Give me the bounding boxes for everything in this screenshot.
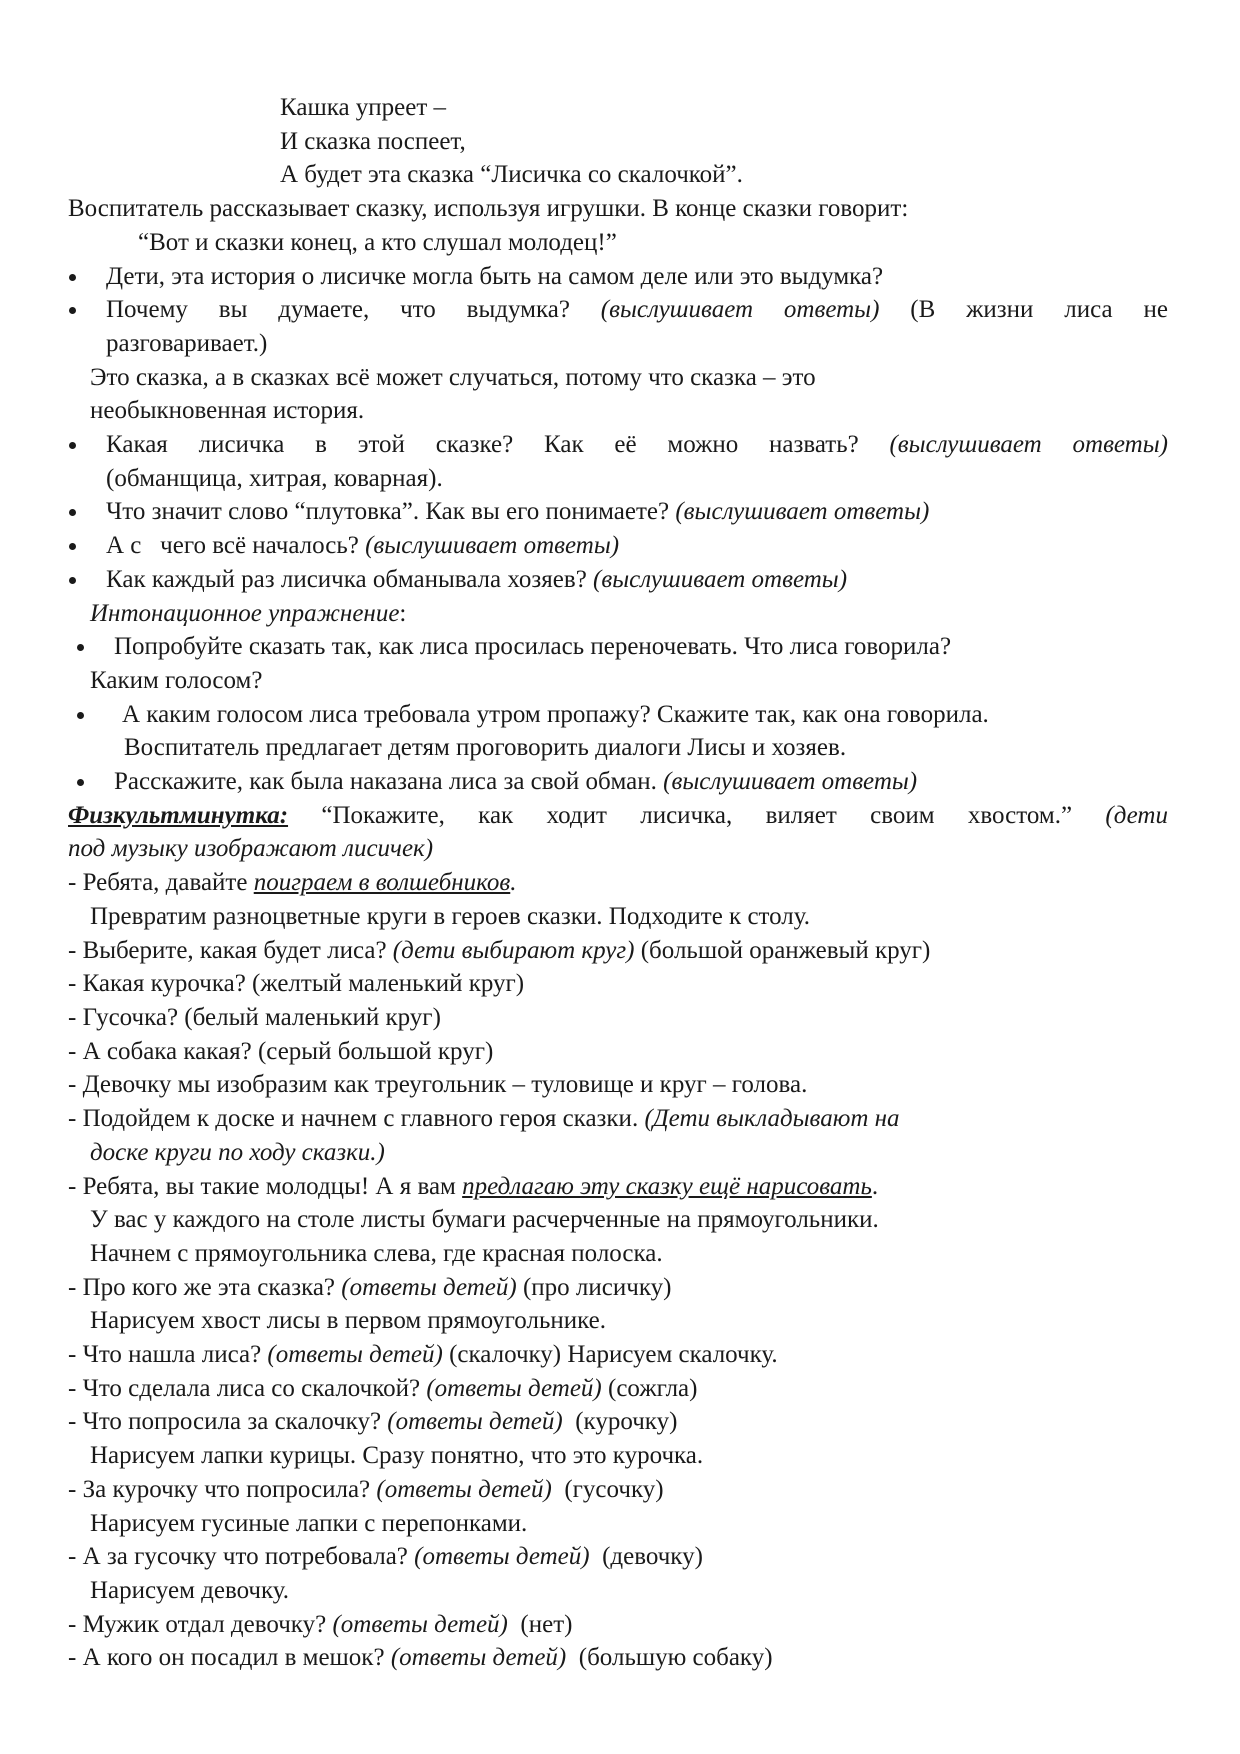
dialogue-continuation: Нарисуем девочку. xyxy=(90,1576,290,1604)
poem-line-3: А будет эта сказка “Лисичка со скалочкой”. xyxy=(280,161,743,189)
teacher-note: (выслушивает ответы) xyxy=(365,532,620,560)
dialogue-line xyxy=(68,1170,1168,1204)
section-heading-text: Интонационное упражнение xyxy=(90,599,400,627)
dialogue-text: - Выберите, какая будет лиса? xyxy=(68,936,393,964)
dialogue-punct: . xyxy=(871,1172,879,1200)
question-text: Что значит слово “плутовка”. Как вы его понимаете? xyxy=(106,498,676,526)
explanation-line: необыкновенная история. xyxy=(90,397,365,425)
fairy-tale-ending-quote: “Вот и сказки конец, а кто слушал молодец!” xyxy=(138,228,617,256)
dialogue-continuation: У вас у каждого на столе листы бумаги расчерченные на прямоугольники. xyxy=(90,1206,879,1234)
dialogue-text: - Что сделала лиса со скалочкой? xyxy=(68,1374,427,1402)
dialogue-line xyxy=(68,1102,1168,1136)
dialogue-text: - Подойдем к доске и начнем с главного героя сказки. xyxy=(68,1105,645,1133)
teacher-note: (дети xyxy=(1105,801,1168,829)
dialogue-text: - Что попросила за скалочку? xyxy=(68,1408,388,1436)
dialogue-text: - Ребята, вы такие молодцы! А я вам xyxy=(68,1172,463,1200)
teacher-note: (ответы детей) xyxy=(341,1273,517,1301)
teacher-note-continuation: под музыку изображают лисичек) xyxy=(68,835,434,863)
question-text: Почему вы думаете, что выдумка? xyxy=(106,296,601,324)
teacher-note: (дети выбирают круг) xyxy=(392,936,635,964)
physical-minute-heading: Физкультминутка: xyxy=(68,801,289,829)
answer-text: (гусочку) xyxy=(551,1475,664,1503)
answer-text: (скалочку) Нарисуем скалочку. xyxy=(442,1341,778,1369)
teacher-narration: Воспитатель рассказывает сказку, используя игрушки. В конце сказки говорит: xyxy=(68,195,909,223)
answer-text: (большой оранжевый круг) xyxy=(634,936,931,964)
answer-text: (девочку) xyxy=(589,1543,703,1571)
question-bullet xyxy=(68,495,1168,529)
section-heading-intonation xyxy=(68,597,1168,631)
answer-text: (В жизни лиса не xyxy=(879,296,1168,324)
dialogue-punct: . xyxy=(510,869,517,897)
teacher-note: (ответы детей) xyxy=(414,1543,590,1571)
teacher-note: (выслушивает ответы) xyxy=(600,296,880,324)
dialogue-text: - Ребята, давайте xyxy=(68,869,254,897)
dialogue-line xyxy=(68,1540,1168,1574)
dialogue-continuation: Нарисуем хвост лисы в первом прямоугольнике. xyxy=(90,1307,606,1335)
question-text: Как каждый раз лисичка обманывала хозяев? xyxy=(106,565,594,593)
game-title: поиграем в волшебников xyxy=(253,869,511,897)
teacher-note: (ответы детей) xyxy=(267,1341,443,1369)
teacher-note: (ответы детей) xyxy=(387,1408,563,1436)
dialogue-continuation: Нарисуем гусиные лапки с перепонками. xyxy=(90,1509,528,1537)
bullet-continuation: Каким голосом? xyxy=(90,666,263,694)
answer-text: (курочку) xyxy=(562,1408,678,1436)
dialogue-line xyxy=(68,1338,1168,1372)
dialogue-line: - Гусочка? (белый маленький круг) xyxy=(68,1003,441,1031)
physical-minute-line xyxy=(68,799,1168,833)
dialogue-continuation: Превратим разноцветные круги в героев сказки. Подходите к столу. xyxy=(90,902,811,930)
question-bullet xyxy=(68,529,1168,563)
dialogue-text: - А за гусочку что потребовала? xyxy=(68,1543,415,1571)
exercise-bullet: А каким голосом лиса требовала утром пропажу? Скажите так, как она говорила. xyxy=(68,698,1168,732)
answer-text: (большую собаку) xyxy=(566,1644,773,1672)
dialogue-text: - А кого он посадил в мешок? xyxy=(68,1644,391,1672)
exercise-bullet: Попробуйте сказать так, как лиса просилась переночевать. Что лиса говорила? xyxy=(68,630,1168,664)
bullet-continuation: Воспитатель предлагает детям проговорить диалоги Лисы и хозяев. xyxy=(124,734,847,762)
dialogue-line xyxy=(68,1608,1168,1642)
question-text: Какая лисичка в этой сказке? Как её можно назвать? xyxy=(106,431,890,459)
teacher-note: (ответы детей) xyxy=(332,1610,508,1638)
poem-line-2: И сказка поспеет, xyxy=(280,127,466,155)
teacher-note: (ответы детей) xyxy=(390,1644,567,1672)
dialogue-line: - Какая курочка? (желтый маленький круг) xyxy=(68,970,525,998)
dialogue-text: - Мужик отдал девочку? xyxy=(68,1610,333,1638)
question-bullet xyxy=(68,563,1168,597)
teacher-note: (ответы детей) xyxy=(376,1475,552,1503)
teacher-note: (выслушивает ответы) xyxy=(593,565,848,593)
dialogue-text: - Про кого же эта сказка? xyxy=(68,1273,342,1301)
teacher-note: (выслушивает ответы) xyxy=(663,768,918,796)
answer-text: (сожгла) xyxy=(601,1374,698,1402)
dialogue-continuation: Начнем с прямоугольника слева, где красная полоска. xyxy=(90,1239,663,1267)
teacher-note: (ответы детей) xyxy=(426,1374,602,1402)
bullet-continuation: (обманщица, хитрая, коварная). xyxy=(106,464,443,492)
question-text: А с чего всё началось? xyxy=(106,532,366,560)
question-text: Расскажите, как была наказана лиса за свой обман. xyxy=(114,768,664,796)
question-bullet xyxy=(68,428,1168,462)
explanation-line: Это сказка, а в сказках всё может случаться, потому что сказка – это xyxy=(90,363,816,391)
teacher-note: (выслушивает ответы) xyxy=(889,431,1168,459)
teacher-note: (выслушивает ответы) xyxy=(675,498,930,526)
dialogue-line xyxy=(68,1405,1168,1439)
dialogue-line xyxy=(68,866,1168,900)
dialogue-line xyxy=(68,1641,1168,1675)
dialogue-text: - За курочку что попросила? xyxy=(68,1475,377,1503)
dialogue-text: - Что нашла лиса? xyxy=(68,1341,268,1369)
answer-text: (про лисичку) xyxy=(516,1273,672,1301)
dialogue-line: - А собака какая? (серый большой круг) xyxy=(68,1037,494,1065)
heading-colon: : xyxy=(399,599,407,627)
dialogue-continuation: Нарисуем лапки курицы. Сразу понятно, что это курочка. xyxy=(90,1442,704,1470)
poem-line-1: Кашка упреет – xyxy=(280,94,447,121)
bullet-continuation: разговаривает.) xyxy=(106,329,268,357)
teacher-note: (Дети выкладывают на xyxy=(644,1105,900,1133)
dialogue-line xyxy=(68,1271,1168,1305)
answer-text: (нет) xyxy=(507,1610,573,1638)
dialogue-line xyxy=(68,1473,1168,1507)
question-bullet xyxy=(68,293,1168,327)
dialogue-line xyxy=(68,934,1168,968)
question-bullet: Дети, эта история о лисичке могла быть на самом деле или это выдумка? xyxy=(68,260,1168,294)
exercise-bullet xyxy=(68,765,1168,799)
drawing-activity-title: предлагаю эту сказку ещё нарисовать xyxy=(462,1172,872,1200)
dialogue-line: - Девочку мы изобразим как треугольник – туловище и круг – голова. xyxy=(68,1071,808,1099)
physical-minute-text: “Покажите, как ходит лисичка, виляет своим хвостом.” xyxy=(288,801,1106,829)
teacher-note-continuation: доске круги по ходу сказки.) xyxy=(90,1138,385,1166)
dialogue-line xyxy=(68,1372,1168,1406)
